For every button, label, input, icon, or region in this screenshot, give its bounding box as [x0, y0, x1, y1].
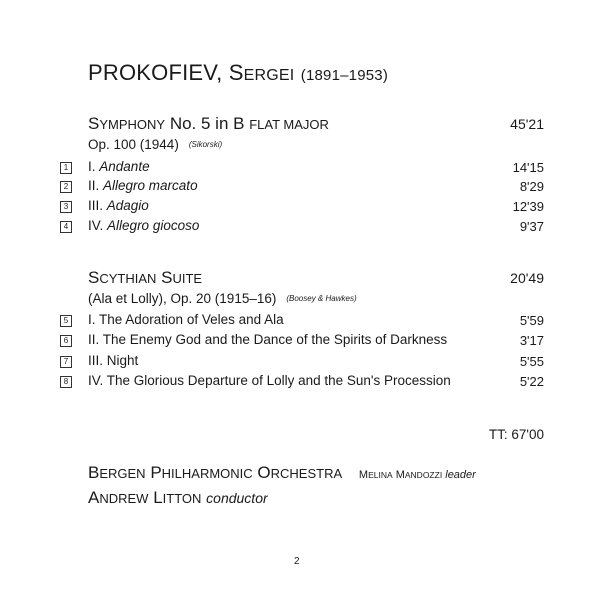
- conductor-name: ANDREW LITTON: [88, 488, 202, 507]
- work-subtitle: Op. 100 (1944) (Sikorski): [88, 137, 223, 152]
- work-duration: 20'49: [510, 270, 544, 286]
- track-number-box: 5: [60, 315, 72, 327]
- track-number-box: 7: [60, 356, 72, 368]
- composer-dates: (1891–1953): [300, 67, 389, 84]
- track-title: Allegro marcato: [103, 178, 198, 193]
- track-row: [60, 312, 284, 327]
- track-number-box: 1: [60, 162, 72, 174]
- track-number-box: 2: [60, 181, 72, 193]
- track-title: II. The Enemy God and the Dance of the Spirits of Darkness: [88, 332, 448, 347]
- track-duration: 12'39: [512, 199, 544, 214]
- track-row: [60, 373, 451, 388]
- track-row: 3 III. Adagio: [60, 198, 149, 213]
- total-time: TT: 67'00: [488, 427, 544, 442]
- track-duration: 8'29: [519, 179, 544, 194]
- page-number: 2: [294, 556, 300, 567]
- track-number-box: 3: [60, 201, 72, 213]
- track-row: 4 IV. Allegro giocoso: [60, 218, 199, 233]
- track-number-box: 8: [60, 376, 72, 388]
- orchestra-name: BERGEN PHILHARMONIC ORCHESTRA: [88, 463, 343, 482]
- track-duration: 5'22: [519, 374, 544, 389]
- work-title-symphony: SYMPHONY No. 5 in B FLAT MAJOR: [88, 114, 329, 133]
- composer-firstname: SERGEI: [228, 60, 295, 85]
- track-duration: 5'59: [519, 313, 544, 328]
- track-duration: 9'37: [519, 219, 544, 234]
- work-title-scythian: SCYTHIAN SUITE: [88, 268, 203, 287]
- track-row: [60, 353, 138, 368]
- publisher-label: (Boosey & Hawkes): [286, 294, 357, 303]
- work-subtitle: (Ala et Lolly), Op. 20 (1915–16) (Boosey & Hawkes): [88, 291, 357, 306]
- track-title: Andante: [99, 159, 150, 174]
- track-row: 2 II. Allegro marcato: [60, 178, 198, 193]
- track-duration: 5'55: [519, 354, 544, 369]
- track-title: Allegro giocoso: [107, 218, 200, 233]
- track-duration: 14'15: [512, 160, 544, 175]
- track-title: I. The Adoration of Veles and Ala: [88, 312, 284, 327]
- track-title: IV. The Glorious Departure of Lolly and the Sun's Procession: [88, 373, 451, 388]
- leader-role: leader: [445, 469, 476, 481]
- composer-heading: PROKOFIEV, SERGEI (1891–1953): [88, 60, 389, 85]
- track-number-box: 4: [60, 221, 72, 233]
- track-title: Adagio: [106, 198, 149, 213]
- conductor-role: conductor: [206, 490, 268, 506]
- leader-name: MELINA MANDOZZI leader: [358, 469, 476, 481]
- publisher-label: (Sikorski): [188, 140, 223, 149]
- conductor-line: [88, 488, 268, 508]
- track-title: III. Night: [88, 353, 139, 368]
- track-duration: 3'17: [519, 333, 544, 348]
- track-row: 1 I. Andante: [60, 159, 150, 174]
- orchestra-line: [88, 463, 476, 483]
- composer-surname: PROKOFIEV: [88, 60, 217, 85]
- track-row: [60, 332, 447, 347]
- track-number-box: 6: [60, 335, 72, 347]
- work-duration: 45'21: [510, 116, 544, 132]
